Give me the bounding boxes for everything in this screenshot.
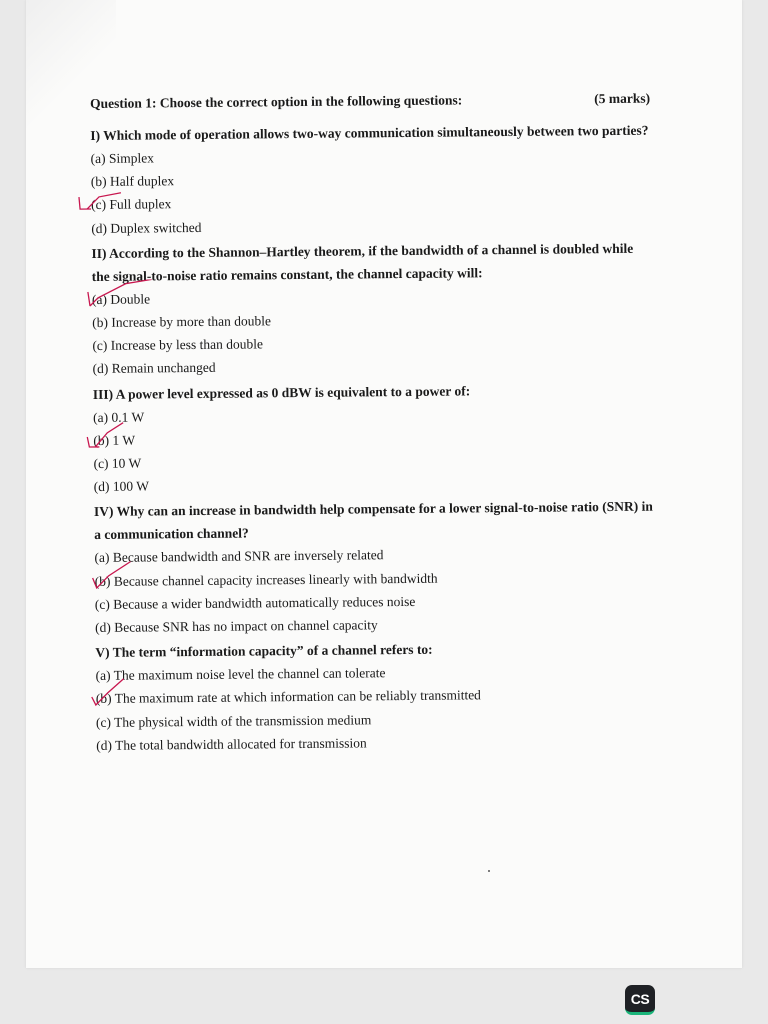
camscanner-logo — [625, 985, 655, 1015]
question-text: V) The term “information capacity” of a channel refers to: — [95, 641, 433, 661]
option-item: (c) Increase by less than double — [92, 336, 264, 354]
option-item: (c) Because a wider bandwidth automatically reduces noise — [94, 593, 416, 612]
option-item: (c) The physical width of the transmission medium — [95, 711, 372, 730]
option-label: (b) The maximum rate at which information can be reliably transmitted — [95, 687, 481, 707]
option-label: (b) 1 W — [93, 432, 136, 448]
option-item: (a) 0.1 W — [93, 409, 145, 425]
question-marks: (5 marks) — [594, 90, 651, 107]
ink-speck — [488, 870, 490, 872]
logo-text: CS — [630, 990, 650, 1007]
option-item: (b) Half duplex — [90, 173, 175, 190]
question-text: I) Which mode of operation allows two-way communication simultaneously between two parties? — [90, 122, 649, 143]
question-text: IV) Why can an increase in bandwidth help compensate for a lower signal-to-noise ratio (SNR) in a communication channel? — [93, 499, 653, 543]
option-item: (a) The maximum noise level the channel can tolerate — [95, 665, 386, 684]
question-title: Question 1: Choose the correct option in the following questions: — [90, 92, 463, 111]
option-item: (d) The total bandwidth allocated for transmission — [96, 735, 367, 753]
option-item: (a) Simplex — [90, 150, 155, 166]
question-block-4 — [94, 495, 655, 639]
question-block-5 — [95, 636, 656, 757]
question-text: II) According to the Shannon–Hartley theorem, if the bandwidth of a channel is doubled while the signal-to-noise ratio remains constant, the channel capacity will: — [91, 240, 634, 284]
option-item: (d) 100 W — [93, 478, 150, 495]
option-item: (d) Duplex switched — [91, 219, 202, 236]
question-block-3 — [93, 377, 654, 498]
option-label: (c) Full duplex — [90, 196, 172, 213]
question-sheet — [90, 91, 656, 757]
question-text: III) A power level expressed as 0 dBW is equivalent to a power of: — [92, 382, 471, 402]
question-block-2 — [91, 236, 652, 380]
option-item: (a) Because bandwidth and SNR are inversely related — [94, 547, 384, 566]
option-item: (d) Remain unchanged — [92, 360, 216, 377]
option-item: (c) 10 W — [93, 455, 142, 472]
option-item: (d) Because SNR has no impact on channel capacity — [95, 617, 378, 636]
option-item: (b) Increase by more than double — [92, 313, 272, 331]
question-block-1 — [90, 119, 651, 240]
option-label: (b) Because channel capacity increases linearly with bandwidth — [94, 570, 438, 589]
option-label: (a) Double — [91, 291, 151, 307]
